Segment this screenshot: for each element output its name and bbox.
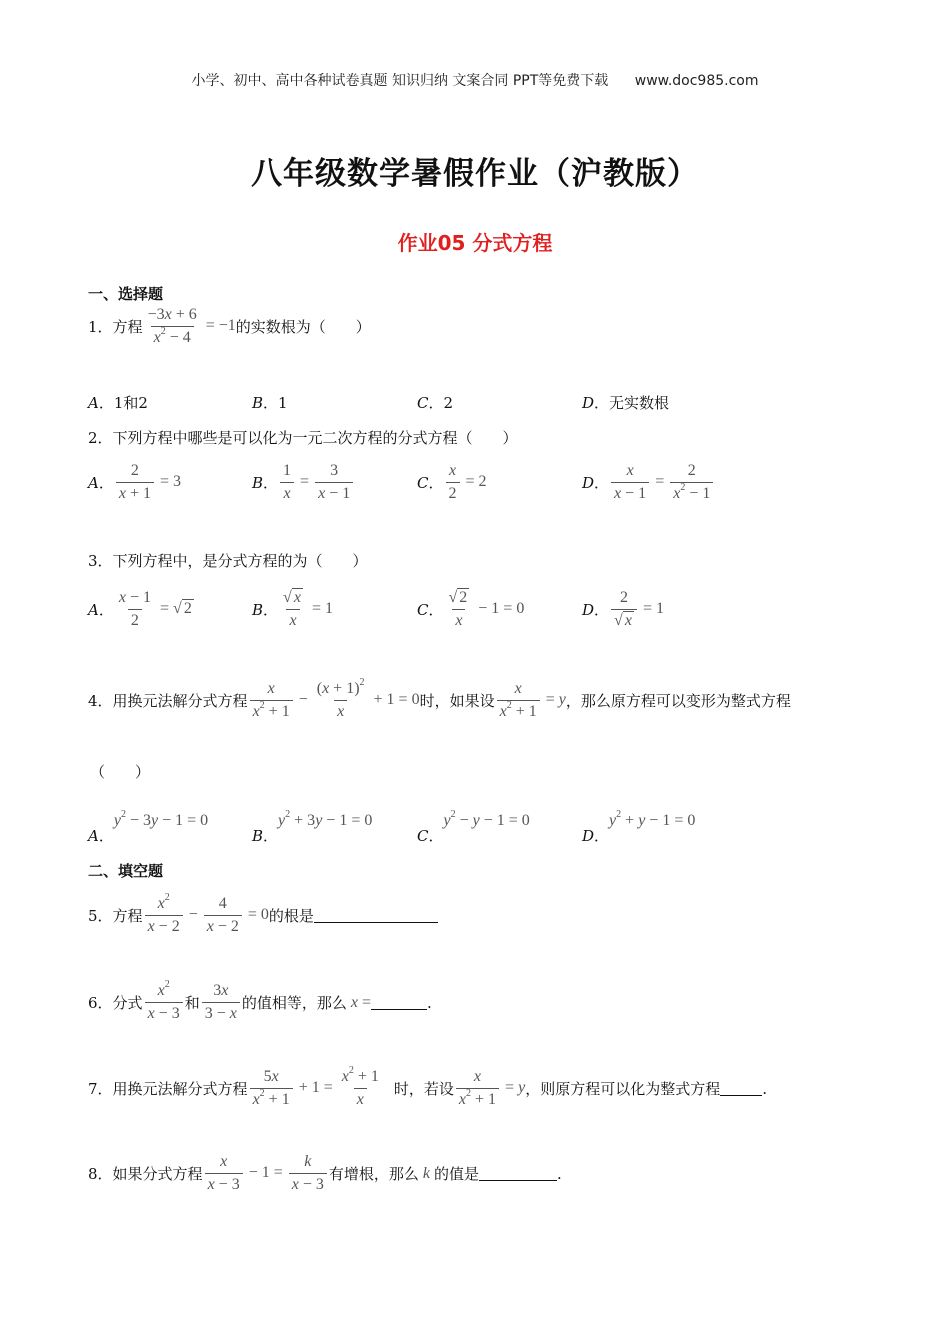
question-2: 2．下列方程中哪些是可以化为一元二次方程的分式方程（ ） [88, 429, 518, 447]
q1-post: 的实数根为（ ） [235, 317, 371, 336]
question-4: 4． 用换元法解分式方程 $\frac{x}{x^2 + 1}$ − $\frac{(x + 1)^2}{x}$ + 1 = 0 时，如果设 $\frac{x}{x^2 + 1}$ = y ，那么原方程可以变形为整式方程 [88, 677, 791, 720]
q1-option-d[interactable]: D．无实数根 [582, 394, 670, 412]
q2-option-d[interactable]: D ． $\frac{x}{x - 1}$ = $\frac{2}{x^2 - 1}$ [582, 462, 715, 503]
q1-option-b[interactable]: B．1 [252, 394, 288, 412]
page-title: 八年级数学暑假作业（沪教版） [251, 156, 699, 192]
question-6: 6． 分式 $\frac{x^2}{x - 3}$ 和 $\frac{3x}{3 - x}$ 的值相等，那么 x = . [88, 979, 432, 1022]
q3-option-d[interactable]: D ． $\frac{2}{√ x}$ = 1 [582, 589, 664, 629]
section-fill-heading: 二、填空题 [88, 862, 164, 880]
page-subtitle: 作业05 分式方程 [397, 231, 553, 255]
question-5: 5． 方程 $\frac{x^2}{x - 2}$ − $\frac{4}{x - 2}$ = 0 的根是 [88, 895, 438, 936]
q1-equation: $\frac{-3x + 6}{x^2 - 4}$ = −1 [147, 306, 236, 346]
q4-option-c[interactable]: C ． $y^2 - y - 1 = 0$ [417, 809, 530, 845]
question-1 [88, 306, 371, 347]
q5-answer-blank[interactable] [314, 908, 438, 923]
q7-answer-blank[interactable] [720, 1081, 762, 1096]
q3-option-b[interactable]: B ． $\frac{√ x}{x}$ = 1 [252, 589, 333, 629]
q1-pre: 方程 [112, 317, 143, 336]
q4-paren: （ ） [90, 763, 151, 781]
page-header [0, 70, 950, 90]
q3-option-c[interactable]: C ． $\frac{√ 2}{x}$ − 1 = 0 [417, 589, 525, 629]
q3-option-a[interactable]: A ． $\frac{x - 1}{2}$ = √ 2 [88, 589, 192, 629]
q1-option-c[interactable]: C．2 [417, 394, 454, 412]
q4-option-a[interactable]: A ． $y^2 - 3y - 1 = 0$ [88, 809, 209, 845]
q4-option-d[interactable]: D ． $y^2 + y - 1 = 0$ [582, 809, 696, 845]
q2-option-b[interactable]: B ． $\frac{1}{x}$ = $\frac{3}{x - 1}$ [252, 462, 355, 503]
q2-option-a[interactable]: A ． $\frac{2}{x + 1}$ = 3 [88, 462, 182, 502]
q1-option-a[interactable]: A．1和2 [88, 394, 148, 412]
question-8: 8． 如果分式方程 $\frac{x}{x - 3}$ − 1 = $\frac{k}{x - 3}$ 有增根，那么 k 的值是 . [88, 1153, 562, 1193]
q2-option-c[interactable]: C ． $\frac{x}{2}$ = 2 [417, 462, 487, 502]
q8-answer-blank[interactable] [479, 1166, 557, 1181]
q4-option-b[interactable]: B ． $y^2 + 3y - 1 = 0$ [252, 809, 373, 845]
header-site-link[interactable]: www.doc985.com [634, 73, 759, 89]
question-3: 3．下列方程中，是分式方程的为（ ） [88, 552, 368, 570]
header-text: 小学、初中、高中各种试卷真题 知识归纳 文案合同 PPT等免费下载 [191, 73, 609, 89]
q6-answer-blank[interactable] [371, 995, 427, 1010]
q1-number: 1． [88, 317, 113, 336]
question-7: 7． 用换元法解分式方程 $\frac{5x}{x^2 + 1}$ + 1 = $\frac{x^2 + 1}{x}$ 时，若设 $\frac{x}{x^2 + 1}$ = y ，则原方程可以化为整式方程 . [88, 1065, 767, 1108]
section-choice-heading: 一、选择题 [88, 285, 164, 303]
